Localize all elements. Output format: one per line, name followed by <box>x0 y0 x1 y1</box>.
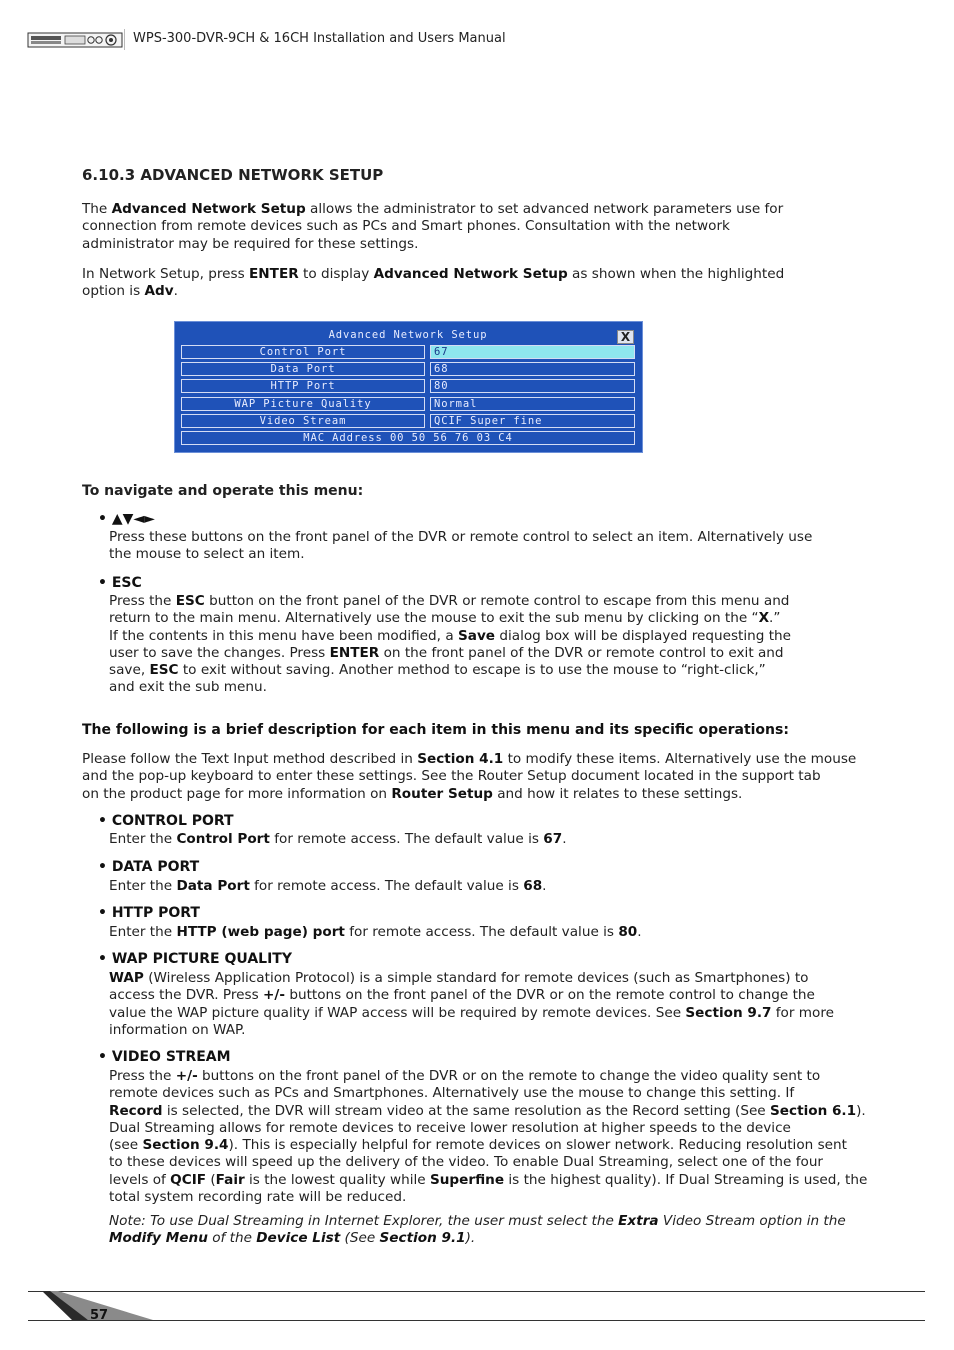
screen-value-wap-quality[interactable]: Normal <box>430 397 635 411</box>
screen-value-data-port[interactable]: 68 <box>430 362 635 376</box>
page-number: 57 <box>90 1308 109 1323</box>
control-port-description: Enter the Control Port for remote access. The default value is 67. <box>109 831 567 847</box>
screen-title: Advanced Network Setup <box>328 329 488 341</box>
manual-title: WPS-300-DVR-9CH & 16CH Installation and Users Manual <box>133 31 506 46</box>
following-heading: The following is a brief description for each item in this menu and its specific operations: <box>82 722 789 738</box>
wap-quality-title: • WAP PICTURE QUALITY <box>98 951 292 967</box>
http-port-description: Enter the HTTP (web page) port for remote access. The default value is 80. <box>109 924 642 940</box>
following-paragraph: Please follow the Text Input method described in Section 4.1 to modify these items. Alternatively use the mouse and the pop-up keyboard to enter these settings. See the Router Setup document located in the support tab on the product page for more information on Router Setup and how it relates to these settings. <box>82 751 857 802</box>
http-port-title: • HTTP PORT <box>98 905 200 921</box>
footer-bottom-rule <box>28 1320 925 1321</box>
screen-label-wap-quality: WAP Picture Quality <box>181 397 425 411</box>
screen-label-video-stream: Video Stream <box>181 414 425 428</box>
intro-paragraph-1: The Advanced Network Setup allows the administrator to set advanced network parameters use for connection from remote devices such as PCs and Smart phones. Consultation with the network administrator may be required for these settings. <box>82 201 784 252</box>
intro-paragraph-2: In Network Setup, press ENTER to display Advanced Network Setup as shown when the highlighted option is Adv. <box>82 266 785 300</box>
dual-streaming-note: Note: To use Dual Streaming in Internet Explorer, the user must select the Extra Video Stream option in the Modify Menu of the Device List (See Section 9.1). <box>109 1213 846 1247</box>
header-divider <box>124 29 125 50</box>
data-port-description: Enter the Data Port for remote access. The default value is 68. <box>109 878 547 894</box>
control-port-title: • CONTROL PORT <box>98 813 234 829</box>
close-icon[interactable]: X <box>617 330 634 344</box>
esc-title: • ESC <box>98 575 142 591</box>
data-port-title: • DATA PORT <box>98 859 200 875</box>
screen-label-http-port: HTTP Port <box>181 379 425 393</box>
screen-label-control-port: Control Port <box>181 345 425 359</box>
screen-value-http-port[interactable]: 80 <box>430 379 635 393</box>
wap-quality-description: WAP (Wireless Application Protocol) is a simple standard for remote devices (such as Smartphones) to access the DVR. Press +/- buttons on the front panel of the DVR or on the remote control to change the value the WAP picture quality if WAP access will be required by remote devices. See Section 9.7 for more information on WAP. <box>109 970 834 1038</box>
arrow-keys-description: Press these buttons on the front panel of the DVR or remote control to select an item. Alternatively use the mouse to select an item. <box>109 529 813 563</box>
screen-label-data-port: Data Port <box>181 362 425 376</box>
esc-description: Press the ESC button on the front panel of the DVR or remote control to escape from this menu and return to the main menu. Alternatively use the mouse to exit the sub menu by clicking on the “X.” If the contents in this menu have been modified, a Save dialog box will be displayed requesting the user to save the changes. Press ENTER on the front panel of the DVR or remote control to exit and save, ESC to exit without saving. Another method to escape is to use the mouse to “right-click,” and exit the sub menu. <box>109 593 792 696</box>
screen-value-control-port[interactable]: 67 <box>430 345 635 359</box>
screen-value-video-stream[interactable]: QCIF Super fine <box>430 414 635 428</box>
video-stream-description: Press the +/- buttons on the front panel of the DVR or on the remote to change the video quality sent to remote devices such as PCs and Smartphones. Alternatively use the mouse to change this setting. If Record is selected, the DVR will stream video at the same resolution as the Record setting (See Section 6.1). Dual Streaming allows for remote devices to receive lower resolution at higher speeds to the device (see Section 9.4). This is especially helpful for remote devices on slower network. Reducing resolution sent to these devices will speed up the delivery of the video. To enable Dual Streaming, select one of the four levels of QCIF (Fair is the lowest quality while Superfine is the highest quality). If Dual Streaming is used, the total system recording rate will be reduced. <box>109 1068 868 1206</box>
footer-top-rule <box>28 1291 925 1292</box>
section-heading: 6.10.3 ADVANCED NETWORK SETUP <box>82 166 384 184</box>
arrow-keys-title: • ▲▼◄► <box>98 511 155 527</box>
screen-mac-address: MAC Address 00 50 56 76 03 C4 <box>181 431 635 445</box>
advanced-network-setup-screenshot <box>174 321 643 453</box>
dvr-logo-icon <box>27 30 123 50</box>
navigate-heading: To navigate and operate this menu: <box>82 483 364 499</box>
video-stream-title: • VIDEO STREAM <box>98 1049 231 1065</box>
